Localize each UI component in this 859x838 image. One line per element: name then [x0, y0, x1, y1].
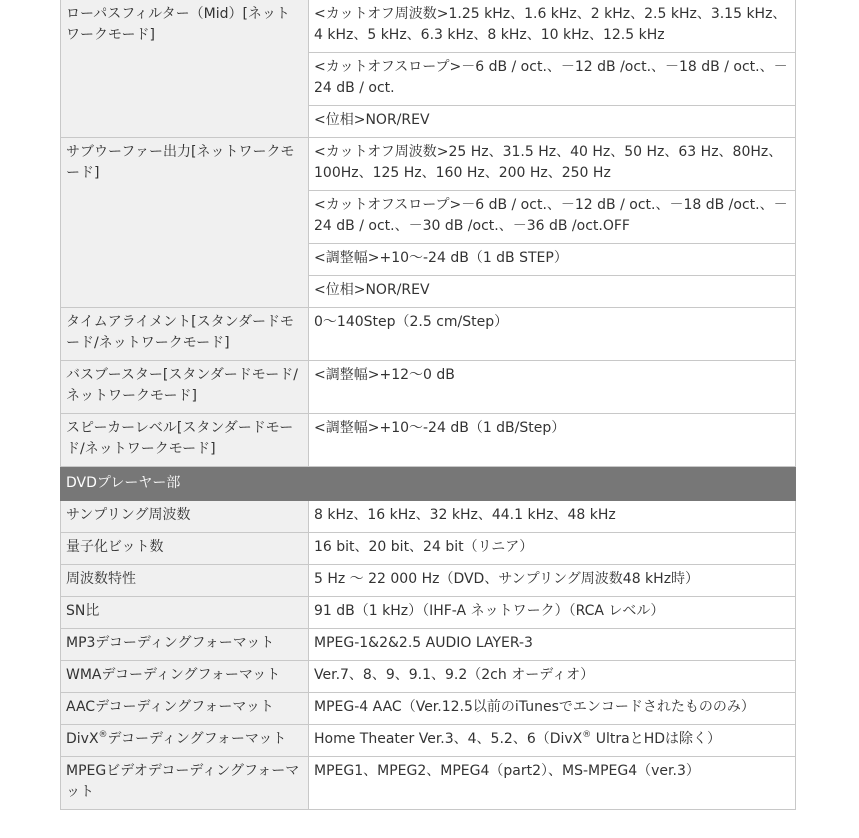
spec-value: MPEG-1&2&2.5 AUDIO LAYER-3 [309, 629, 796, 661]
spec-value: 16 bit、20 bit、24 bit（リニア） [309, 533, 796, 565]
spec-label: MPEGビデオデコーディングフォーマット [61, 757, 309, 810]
label-text: デコーディングフォーマット [107, 731, 287, 747]
spec-label [61, 725, 309, 757]
spec-label: WMAデコーディングフォーマット [61, 661, 309, 693]
table-row [61, 565, 796, 597]
spec-value: <調整幅>+10～-24 dB（1 dB STEP） [309, 244, 796, 276]
table-row [61, 414, 796, 467]
spec-label: サブウーファー出力[ネットワークモード] [61, 138, 309, 308]
spec-value: Ver.7、8、9、9.1、9.2（2ch オーディオ） [309, 661, 796, 693]
value-text: Home Theater Ver.3、4、5.2、6（DivX [314, 731, 583, 747]
spec-value: <カットオフスロープ>－6 dB / oct.、－12 dB / oct.、－18 dB /oct.、－24 dB / oct.、－30 dB /oct.、－36 dB /oct.OFF [309, 191, 796, 244]
spec-label: AACデコーディングフォーマット [61, 693, 309, 725]
section-header-row [61, 467, 796, 501]
table-row [61, 501, 796, 533]
spec-value: <調整幅>+12～0 dB [309, 361, 796, 414]
registered-mark: ® [98, 730, 108, 740]
spec-value: MPEG1、MPEG2、MPEG4（part2）、MS-MPEG4（ver.3） [309, 757, 796, 810]
table-row [61, 725, 796, 757]
spec-value: <位相>NOR/REV [309, 106, 796, 138]
spec-value: <カットオフ周波数>1.25 kHz、1.6 kHz、2 kHz、2.5 kHz、3.15 kHz、4 kHz、5 kHz、6.3 kHz、8 kHz、10 kHz、12.5 kHz [309, 0, 796, 53]
spec-label: スピーカーレベル[スタンダードモード/ネットワークモード] [61, 414, 309, 467]
table-row [61, 138, 796, 191]
table-row [61, 361, 796, 414]
spec-value: 5 Hz ～ 22 000 Hz（DVD、サンプリング周波数48 kHz時） [309, 565, 796, 597]
registered-mark: ® [582, 730, 592, 740]
spec-value: 91 dB（1 kHz）（IHF-A ネットワーク）（RCA レベル） [309, 597, 796, 629]
spec-value: 0～140Step（2.5 cm/Step） [309, 308, 796, 361]
spec-label: ローパスフィルター（Mid）[ネットワークモード] [61, 0, 309, 138]
spec-label: サンプリング周波数 [61, 501, 309, 533]
table-row [61, 661, 796, 693]
label-text: DivX [66, 731, 99, 747]
table-row [61, 693, 796, 725]
table-row [61, 533, 796, 565]
table-row [61, 308, 796, 361]
value-text: UltraとHDは除く） [591, 731, 721, 747]
table-row [61, 0, 796, 53]
spec-label: 周波数特性 [61, 565, 309, 597]
spec-value: <調整幅>+10～-24 dB（1 dB/Step） [309, 414, 796, 467]
spec-value: 8 kHz、16 kHz、32 kHz、44.1 kHz、48 kHz [309, 501, 796, 533]
spec-value: <カットオフ周波数>25 Hz、31.5 Hz、40 Hz、50 Hz、63 Hz、80Hz、100Hz、125 Hz、160 Hz、200 Hz、250 Hz [309, 138, 796, 191]
spec-value: <カットオフスロープ>－6 dB / oct.、－12 dB /oct.、－18 dB / oct.、－24 dB / oct. [309, 53, 796, 106]
spec-table [60, 0, 796, 810]
spec-value: MPEG-4 AAC（Ver.12.5以前のiTunesでエンコードされたもののみ） [309, 693, 796, 725]
spec-label: SN比 [61, 597, 309, 629]
spec-value [309, 725, 796, 757]
table-row [61, 757, 796, 810]
section-title: DVDプレーヤー部 [61, 467, 796, 501]
table-row [61, 629, 796, 661]
spec-label: MP3デコーディングフォーマット [61, 629, 309, 661]
spec-label: 量子化ビット数 [61, 533, 309, 565]
spec-label: タイムアライメント[スタンダードモード/ネットワークモード] [61, 308, 309, 361]
spec-label: バスブースター[スタンダードモード/ネットワークモード] [61, 361, 309, 414]
spec-value: <位相>NOR/REV [309, 276, 796, 308]
table-row [61, 597, 796, 629]
